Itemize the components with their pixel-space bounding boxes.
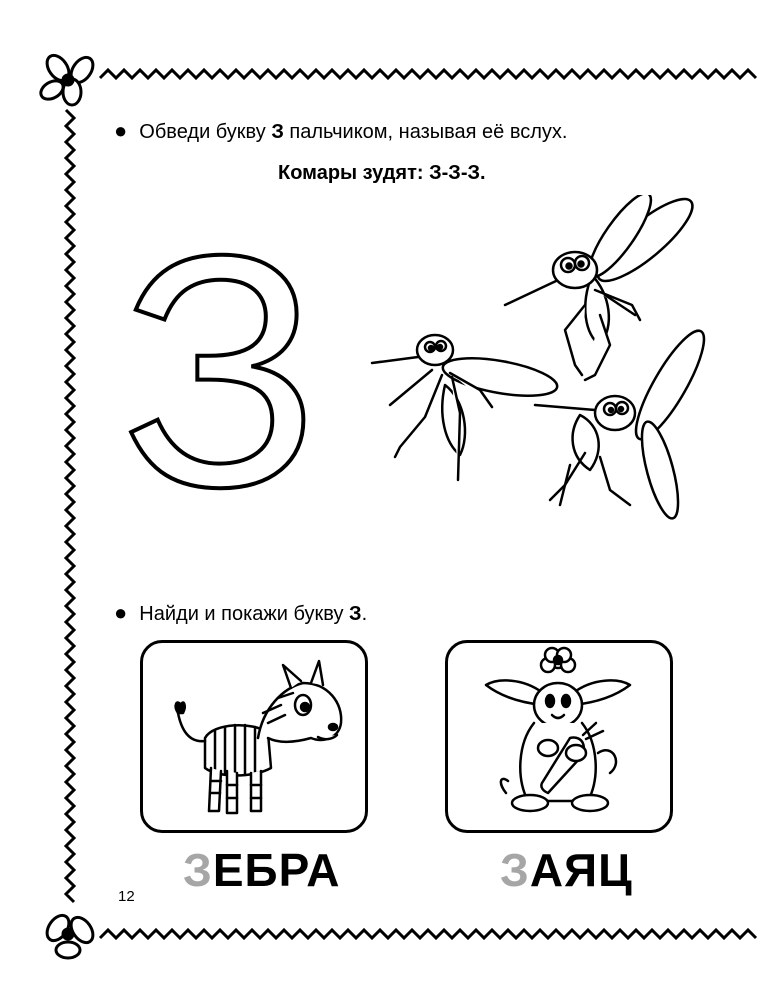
picture-card-hare <box>445 640 673 833</box>
instruction-text-after: . <box>361 603 368 625</box>
top-zigzag-border <box>100 70 756 78</box>
bottom-zigzag-border <box>100 930 756 938</box>
subtitle: Комары зудят: З-З-З. <box>278 162 486 184</box>
instruction-find-letter <box>114 600 367 626</box>
flower-corner-icon <box>38 51 98 105</box>
instruction-trace-letter <box>114 118 568 144</box>
big-letter: З <box>120 225 320 500</box>
instruction-text: Найди и покажи букву <box>139 603 350 625</box>
word-hare <box>500 843 633 897</box>
instruction-letter: З <box>349 603 362 625</box>
mosquito-right-icon <box>535 323 715 521</box>
hare-icon <box>448 643 670 830</box>
word-first-letter: З <box>500 844 530 896</box>
instruction-text: Обведи букву <box>139 121 272 143</box>
mosquitoes-illustration <box>370 195 715 560</box>
instruction-letter: З <box>271 121 284 143</box>
big-letter-outline <box>100 225 340 500</box>
instruction-text-after: пальчиком, называя её вслух. <box>283 121 568 143</box>
bullet-dot-icon: ● <box>114 600 128 625</box>
bullet-dot-icon: ● <box>114 118 128 143</box>
word-zebra <box>183 843 340 897</box>
word-rest: АЯЦ <box>529 844 633 896</box>
flower-corner-icon <box>43 911 98 958</box>
zebra-icon <box>143 643 365 830</box>
picture-card-zebra <box>140 640 368 833</box>
word-first-letter: З <box>183 844 213 896</box>
page-number: 12 <box>118 888 135 905</box>
left-zigzag-border <box>66 110 74 902</box>
mosquito-left-icon <box>372 335 560 480</box>
word-rest: ЕБРА <box>212 844 341 896</box>
